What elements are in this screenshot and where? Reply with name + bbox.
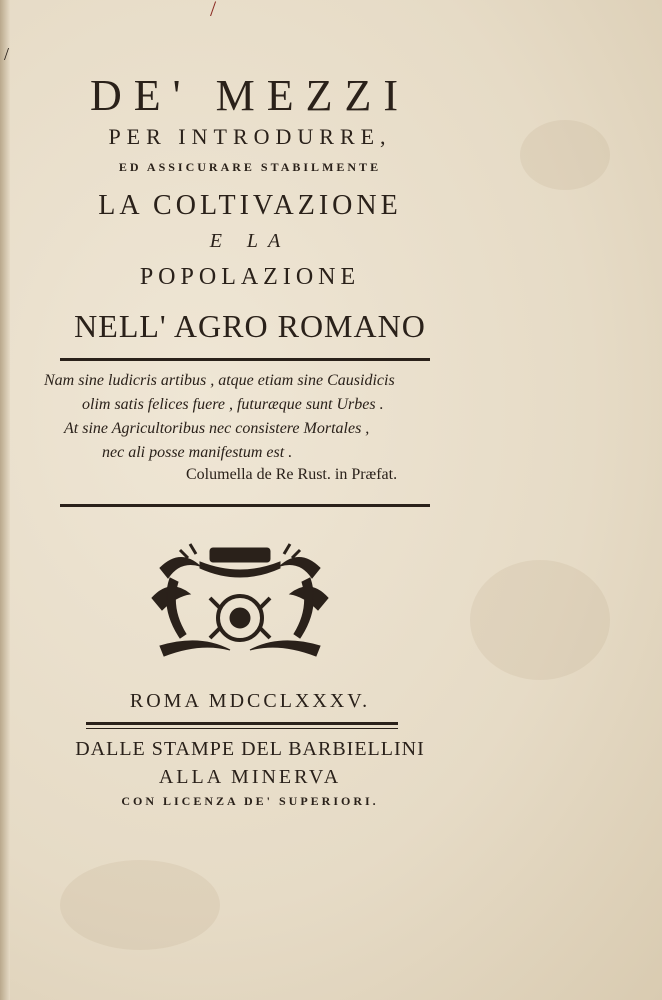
divider-rule: [86, 722, 398, 725]
divider-rule: [60, 358, 430, 361]
divider-rule: [86, 728, 398, 729]
title-line-7: NELL' AGRO ROMANO: [74, 308, 426, 344]
imprint-place-date: ROMA MDCCLXXXV.: [129, 690, 371, 712]
epigraph-line: olim satis felices fuere , futuræque sunt Urbes .: [82, 396, 384, 413]
title-line-2: PER INTRODURRE,: [108, 124, 392, 149]
title-line-5: E LA: [209, 230, 291, 252]
title-line-6: POPOLAZIONE: [139, 264, 361, 290]
ink-mark-icon: /: [4, 44, 10, 64]
paper-stain: [520, 120, 610, 190]
paper-stain: [60, 860, 220, 950]
epigraph-line: At sine Agricultoribus nec consistere Mortales ,: [64, 420, 370, 437]
imprint-license: CON LICENZA DE' SUPERIORI.: [121, 794, 379, 808]
divider-rule: [60, 504, 430, 507]
title-line-3: ED ASSICURARE STABILMENTE: [118, 160, 382, 174]
epigraph-attribution: Columella de Re Rust. in Præfat.: [186, 466, 398, 483]
imprint-printer-line1: DALLE STAMPE DEL BARBIELLINI: [75, 738, 425, 760]
ink-mark-icon: /: [210, 0, 217, 21]
printers-ornament-icon: [140, 538, 340, 668]
paper-stain: [470, 560, 610, 680]
epigraph-line: Nam sine ludicris artibus , atque etiam sine Causidicis: [44, 372, 395, 389]
imprint-printer-line2: ALLA MINERVA: [158, 766, 342, 788]
epigraph-line: nec ali posse manifestum est .: [102, 444, 293, 461]
page-spine-shadow: [0, 0, 10, 1000]
title-line-4: LA COLTIVAZIONE: [98, 190, 402, 221]
main-title: DE' MEZZI: [90, 71, 410, 120]
